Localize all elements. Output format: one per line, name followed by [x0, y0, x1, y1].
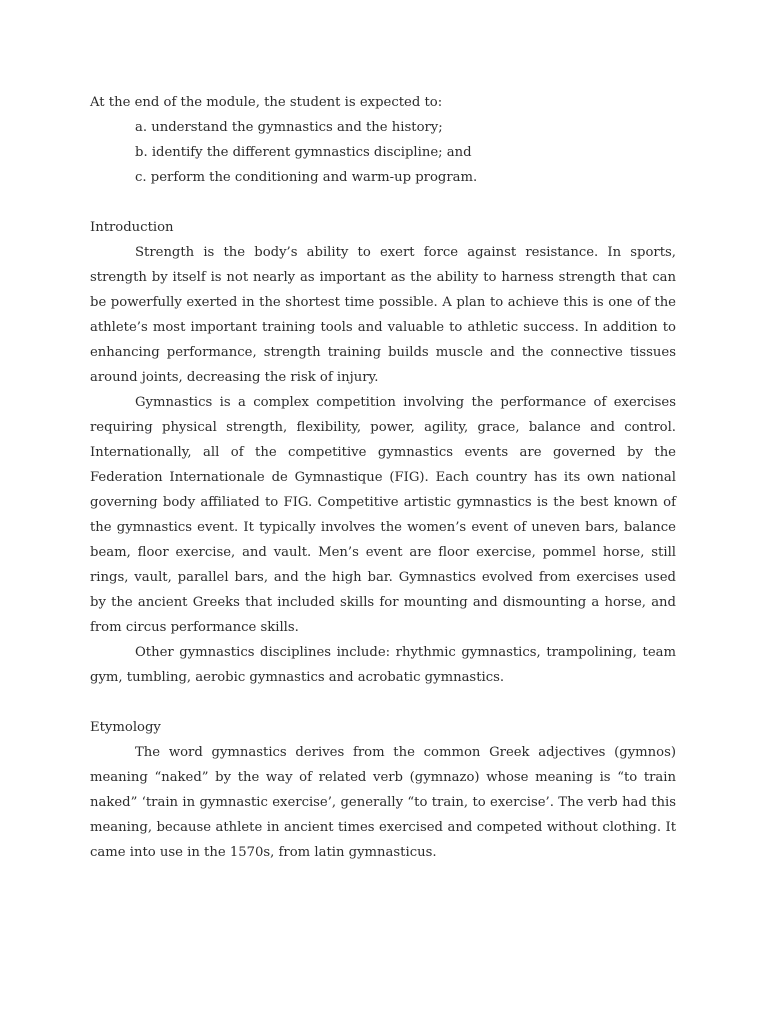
- document-body: [90, 90, 676, 865]
- introduction-paragraph: Gymnastics is a complex competition involving the performance of exercises requiring physical strength, flexibility, power, agility, grace, balance and control. Internationally, all of the competitive gymnastics events are governed by the Federation Internationale de Gymnastique (FIG). Each country has its own national governing body affiliated to FIG. Competitive artistic gymnastics is the best known of the gymnastics event. It typically involves the women’s event of uneven bars, balance beam, floor exercise, and vault. Men’s event are floor exercise, pommel horse, still rings, vault, parallel bars, and the high bar. Gymnastics evolved from exercises used by the ancient Greeks that included skills for mounting and dismounting a horse, and from circus performance skills.: [90, 395, 676, 635]
- introduction-paragraph: Strength is the body’s ability to exert force against resistance. In sports, strength by itself is not nearly as important as the ability to harness strength that can be powerfully exerted in the shortest time possible. A plan to achieve this is one of the athlete’s most important training tools and valuable to athletic success. In addition to enhancing performance, strength training builds muscle and the connective tissues around joints, decreasing the risk of injury.: [90, 245, 676, 385]
- objectives-intro: At the end of the module, the student is expected to:: [90, 95, 443, 110]
- objective-item: a. understand the gymnastics and the history;: [135, 120, 443, 135]
- introduction-heading: Introduction: [90, 220, 174, 235]
- objective-item: b. identify the different gymnastics discipline; and: [135, 145, 472, 160]
- introduction-paragraph: Other gymnastics disciplines include: rhythmic gymnastics, trampolining, team gym, tumbling, aerobic gymnastics and acrobatic gymnastics.: [90, 645, 676, 685]
- etymology-heading: Etymology: [90, 720, 161, 735]
- etymology-paragraph: The word gymnastics derives from the common Greek adjectives (gymnos) meaning “naked” by the way of related verb (gymnazo) whose meaning is “to train naked” ‘train in gymnastic exercise’, generally “to train, to exercise’. The verb had this meaning, because athlete in ancient times exercised and competed without clothing. It came into use in the 1570s, from latin gymnasticus.: [90, 745, 676, 860]
- objective-item: c. perform the conditioning and warm-up program.: [135, 170, 478, 185]
